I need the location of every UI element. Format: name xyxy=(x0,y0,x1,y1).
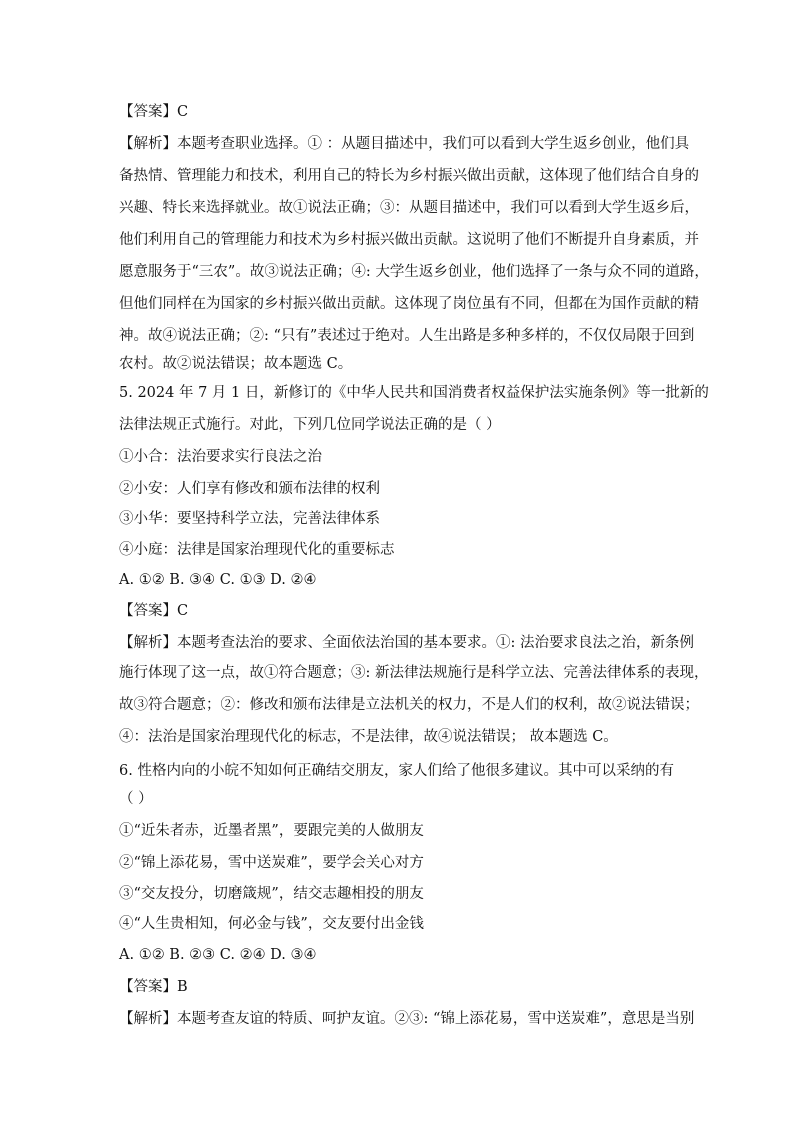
question-option-line: ②小安：人们享有修改和颁布法律的权利 xyxy=(119,481,380,497)
answer-label: 【答案】B xyxy=(119,979,188,995)
analysis-text-line: 施行体现了这一点，故①符合题意；③: 新法律法规施行是科学立法、完善法律体系的表现， xyxy=(119,665,709,681)
question-stem-line: 5. 2024 年 7 月 1 日，新修订的《中华人民共和国消费者权益保护法实施条例》等一批新的 xyxy=(119,385,709,401)
analysis-text-line: 【解析】本题考查职业选择。① ：从题目描述中，我们可以看到大学生返乡创业，他们具 xyxy=(119,136,690,152)
analysis-text-line: 兴趣、特长来选择就业。故①说法正确；③：从题目描述中，我们可以看到大学生返乡后， xyxy=(119,200,699,216)
question-stem-line: 6. 性格内向的小皖不知如何正确结交朋友，家人们给了他很多建议。其中可以采纳的有 xyxy=(119,763,674,779)
question-option-line: ①“近朱者赤，近墨者黑”，要跟完美的人做朋友 xyxy=(119,823,424,839)
question-option-line: ④小庭：法律是国家治理现代化的重要标志 xyxy=(119,542,395,558)
answer-label: 【答案】C xyxy=(119,104,189,120)
question-option-line: ③“交友投分，切磨箴规”，结交志趣相投的朋友 xyxy=(119,886,424,902)
question-stem-line: 法律法规正式施行。对此，下列几位同学说法正确的是（ ） xyxy=(119,417,501,433)
analysis-text-line: 【解析】本题考查法治的要求、全面依法治国的基本要求。①: 法治要求良法之治，新条例 xyxy=(119,635,694,651)
answer-label: 【答案】C xyxy=(119,603,189,619)
analysis-text-line: 神。故④说法正确；②: “只有”表述过于绝对。人生出路是多种多样的，不仅仅局限于回到 xyxy=(119,328,695,344)
question-option-line: ③小华：要坚持科学立法，完善法律体系 xyxy=(119,511,380,527)
analysis-text-line: 愿意服务于“三农”。故③说法正确；④: 大学生返乡创业，他们选择了一条与众不同的道路， xyxy=(119,264,709,280)
analysis-text-line: 但他们同样在为国家的乡村振兴做出贡献。这体现了岗位虽有不同，但都在为国作贡献的精 xyxy=(119,296,699,312)
answer-choices: A. ①② B. ③④ C. ①③ D. ②④ xyxy=(119,572,317,588)
question-option-line: ②“锦上添花易，雪中送炭难”，要学会关心对方 xyxy=(119,855,424,871)
analysis-text-line: ④：法治是国家治理现代化的标志，不是法律，故④说法错误； 故本题选 C。 xyxy=(119,729,618,745)
question-option-line: ④“人生贵相知，何必金与钱”，交友要付出金钱 xyxy=(119,916,424,932)
analysis-text-line: 【解析】本题考查友谊的特质、呵护友谊。②③: “锦上添花易，雪中送炭难”，意思是当别 xyxy=(119,1011,695,1027)
analysis-text-line: 备热情、管理能力和技术，利用自己的特长为乡村振兴做出贡献，这体现了他们结合自身的 xyxy=(119,168,699,184)
question-option-line: ①小合：法治要求实行良法之治 xyxy=(119,449,322,465)
question-stem-line: （ ） xyxy=(119,791,153,807)
analysis-text-line: 农村。故②说法错误；故本题选 C。 xyxy=(119,356,353,372)
answer-choices: A. ①② B. ②③ C. ②④ D. ③④ xyxy=(119,947,317,963)
analysis-text-line: 故③符合题意；②：修改和颁布法律是立法机关的权力，不是人们的权利，故②说法错误； xyxy=(119,697,699,713)
analysis-text-line: 他们利用自己的管理能力和技术为乡村振兴做出贡献。这说明了他们不断提升自身素质，并 xyxy=(119,232,699,248)
